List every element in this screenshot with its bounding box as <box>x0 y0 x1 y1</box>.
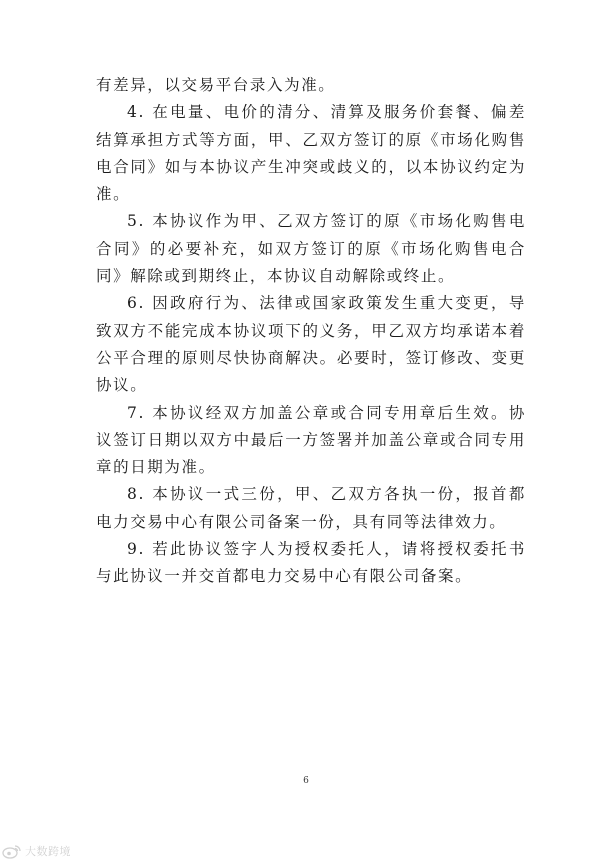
page-number: 6 <box>303 776 309 786</box>
paragraph-continuation: 有差异，以交易平台录入为准。 <box>96 76 336 94</box>
watermark-text: 大数跨境 <box>25 845 71 858</box>
weibo-logo-icon <box>2 843 22 859</box>
clause-4: 4. 在电量、电价的清分、清算及服务价套餐、偏差结算承担方式等方面，甲、乙双方签订的原《市场化购售电合同》如与本协议产生冲突或歧义的，以本协议约定为准。 <box>96 103 526 204</box>
clause-5: 5. 本协议作为甲、乙双方签订的原《市场化购售电合同》的必要补充，如双方签订的原《市场化购售电合同》解除或到期终止，本协议自动解除或终止。 <box>96 212 526 286</box>
clause-9: 9. 若此协议签字人为授权委托人，请将授权委托书与此协议一并交首都电力交易中心有限公司备案。 <box>96 540 526 586</box>
clause-6: 6. 因政府行为、法律或国家政策发生重大变更，导致双方不能完成本协议项下的义务，甲乙双方均承诺本着公平合理的原则尽快协商解决。必要时，签订修改、变更协议。 <box>96 294 526 395</box>
watermark <box>2 843 71 859</box>
clause-7: 7. 本协议经双方加盖公章或合同专用章后生效。协议签订日期以双方中最后一方签署并加盖公章或合同专用章的日期为准。 <box>96 403 526 477</box>
document-body <box>96 72 526 591</box>
clause-8: 8. 本协议一式三份，甲、乙双方各执一份，报首都电力交易中心有限公司备案一份，具有同等法律效力。 <box>96 485 526 531</box>
